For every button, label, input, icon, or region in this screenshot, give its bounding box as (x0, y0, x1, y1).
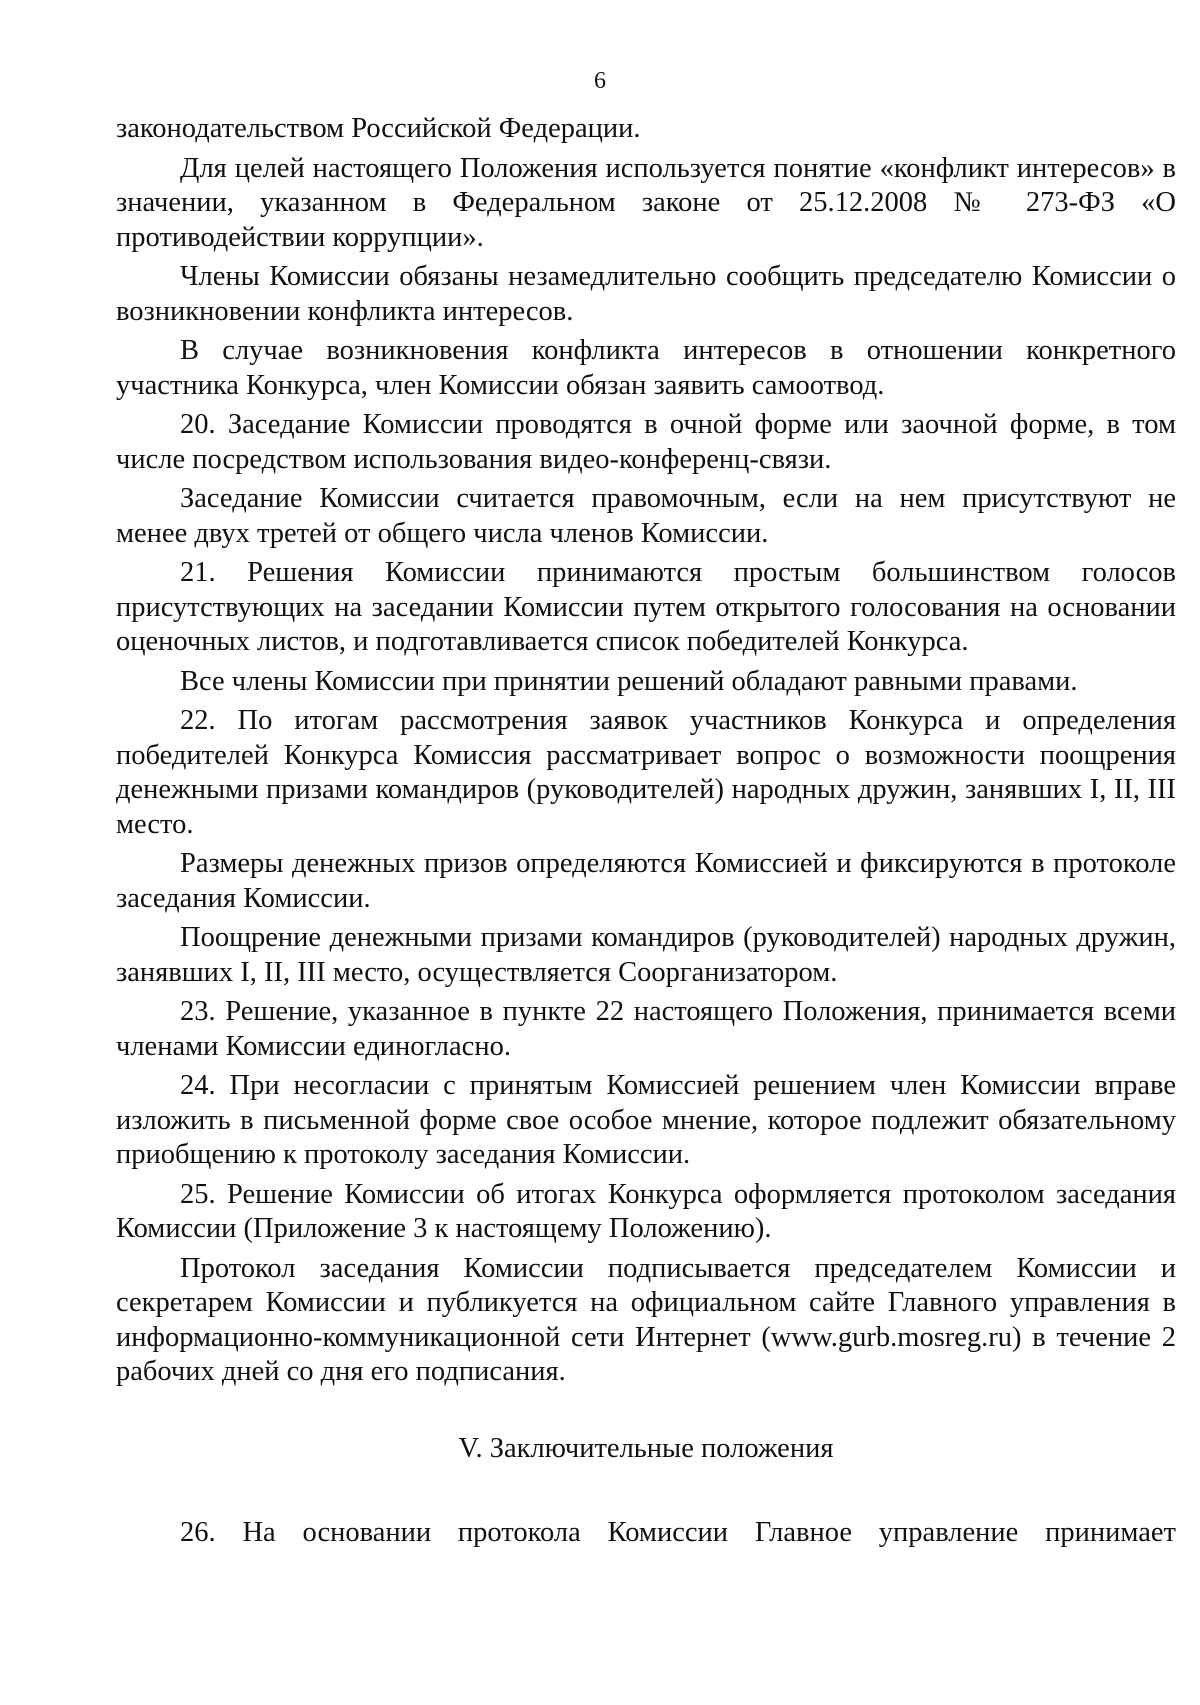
paragraph-continuation: законодательством Российской Федерации. (116, 113, 641, 144)
document-body (116, 112, 1176, 1556)
paragraph-item-26: 26. На основании протокола Комиссии Главное управление принимает (180, 1517, 1176, 1548)
paragraph-self-recusal: В случае возникновения конфликта интересов в отношении конкретного участника Конкурса, член Комиссии обязан заявить самоотвод. (116, 335, 1176, 401)
paragraph-item-21: 21. Решения Комиссии принимаются простым большинством голосов присутствующих на заседании Комиссии путем открытого голосования на основании оценочных листов, и подготавливается список победителей Конкурса. (116, 557, 1176, 657)
paragraph-item-20: 20. Заседание Комиссии проводятся в очной форме или заочной форме, в том числе посредством использования видео-конференц-связи. (116, 409, 1176, 475)
paragraph-protocol-publication: Протокол заседания Комиссии подписывается председателем Комиссии и секретарем Комиссии и публикуется на официальном сайте Главного управления в информационно-коммуникационной сети Интернет (www.gurb.mosreg.ru) в течение 2 рабочих дней со дня его подписания. (116, 1252, 1176, 1387)
page-number: 6 (594, 68, 606, 94)
paragraph-prize-amounts: Размеры денежных призов определяются Комиссией и фиксируются в протоколе заседания Комиссии. (116, 848, 1176, 914)
paragraph-item-22: 22. По итогам рассмотрения заявок участников Конкурса и определения победителей Конкурса Комиссия рассматривает вопрос о возможности поощрения денежными призами командиров (руководителей) народных дружин, занявших I, II, III место. (116, 705, 1176, 840)
paragraph-item-23: 23. Решение, указанное в пункте 22 настоящего Положения, принимается всеми членами Комиссии единогласно. (116, 996, 1176, 1062)
paragraph-prize-payment: Поощрение денежными призами командиров (руководителей) народных дружин, занявших I, II, III место, осуществляется Соорганизатором. (116, 922, 1176, 988)
paragraph-item-25: 25. Решение Комиссии об итогах Конкурса оформляется протоколом заседания Комиссии (Приложение 3 к настоящему Положению). (116, 1178, 1176, 1244)
paragraph-report-conflict: Члены Комиссии обязаны незамедлительно сообщить председателю Комиссии о возникновении конфликта интересов. (116, 261, 1176, 327)
paragraph-item-24: 24. При несогласии с принятым Комиссией решением член Комиссии вправе изложить в письменной форме свое особое мнение, которое подлежит обязательному приобщению к протоколу заседания Комиссии. (116, 1070, 1176, 1170)
paragraph-quorum: Заседание Комиссии считается правомочным, если на нем присутствуют не менее двух третей от общего числа членов Комиссии. (116, 483, 1176, 549)
paragraph-conflict-definition: Для целей настоящего Положения используется понятие «конфликт интересов» в значении, указанном в Федеральном законе от 25.12.2008 № 273-ФЗ «О противодействии коррупции». (116, 152, 1176, 253)
section-heading: V. Заключительные положения (458, 1432, 834, 1464)
paragraph-equal-rights: Все члены Комиссии при принятии решений обладают равными правами. (180, 665, 1078, 697)
